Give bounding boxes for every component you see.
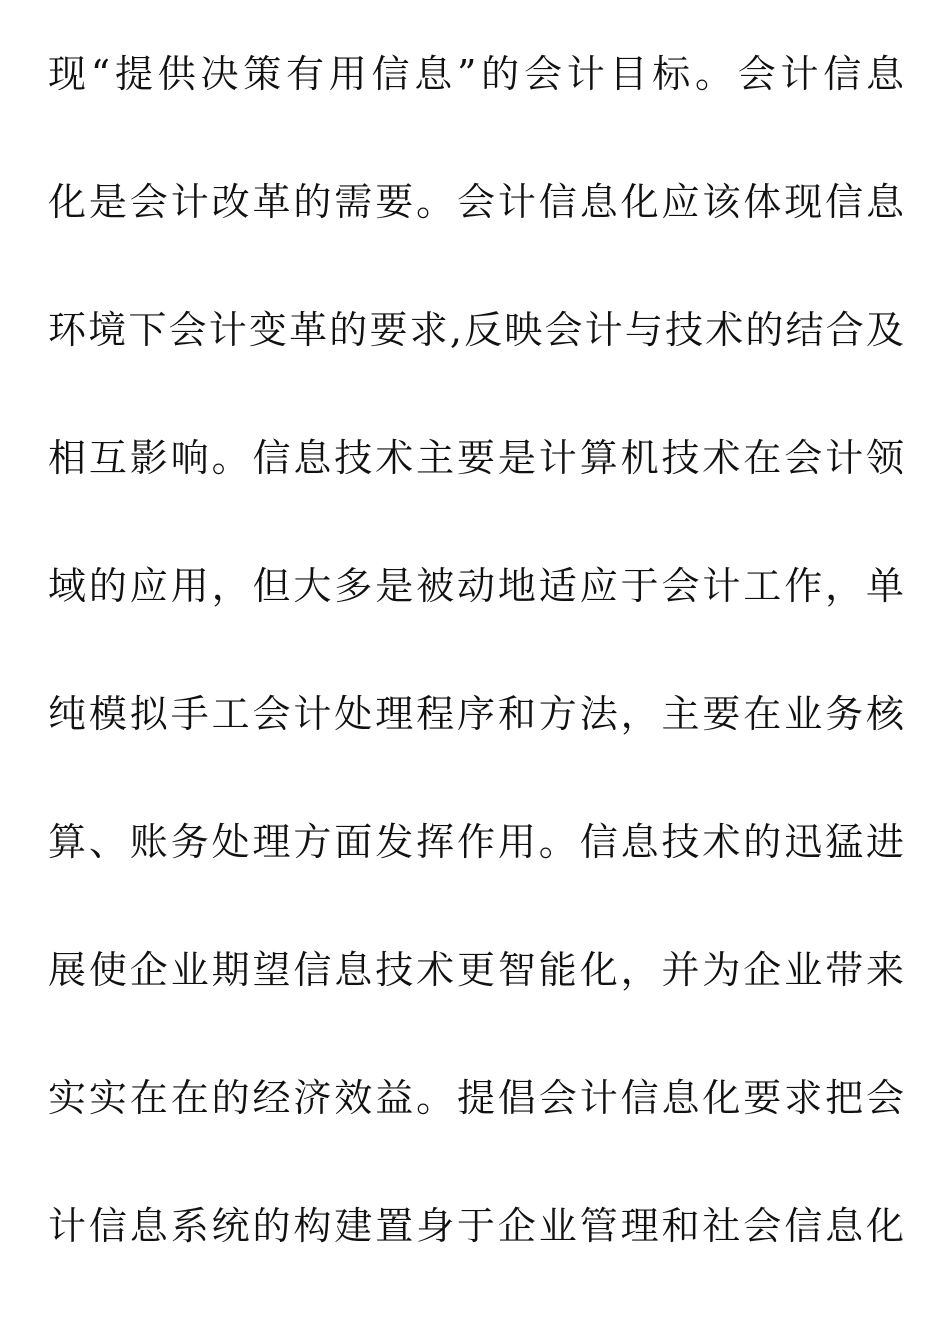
- body-text-line: 展使企业期望信息技术更智能化，并为企业带来: [48, 948, 904, 992]
- body-text-line: 环境下会计变革的要求,反映会计与技术的结合及: [48, 308, 904, 352]
- body-text-line: 域的应用，但大多是被动地适应于会计工作，单: [48, 564, 904, 608]
- body-text-line: 现“提供决策有用信息”的会计目标。会计信息: [48, 52, 904, 96]
- body-text-line: 实实在在的经济效益。提倡会计信息化要求把会: [48, 1076, 904, 1120]
- body-text-line: 计信息系统的构建置身于企业管理和社会信息化: [48, 1204, 904, 1248]
- body-text-line: 算、账务处理方面发挥作用。信息技术的迅猛进: [48, 820, 904, 864]
- body-text-line: 相互影响。信息技术主要是计算机技术在会计领: [48, 436, 904, 480]
- body-text-line: 纯模拟手工会计处理程序和方法，主要在业务核: [48, 692, 904, 736]
- body-text-line: 化是会计改革的需要。会计信息化应该体现信息: [48, 180, 904, 224]
